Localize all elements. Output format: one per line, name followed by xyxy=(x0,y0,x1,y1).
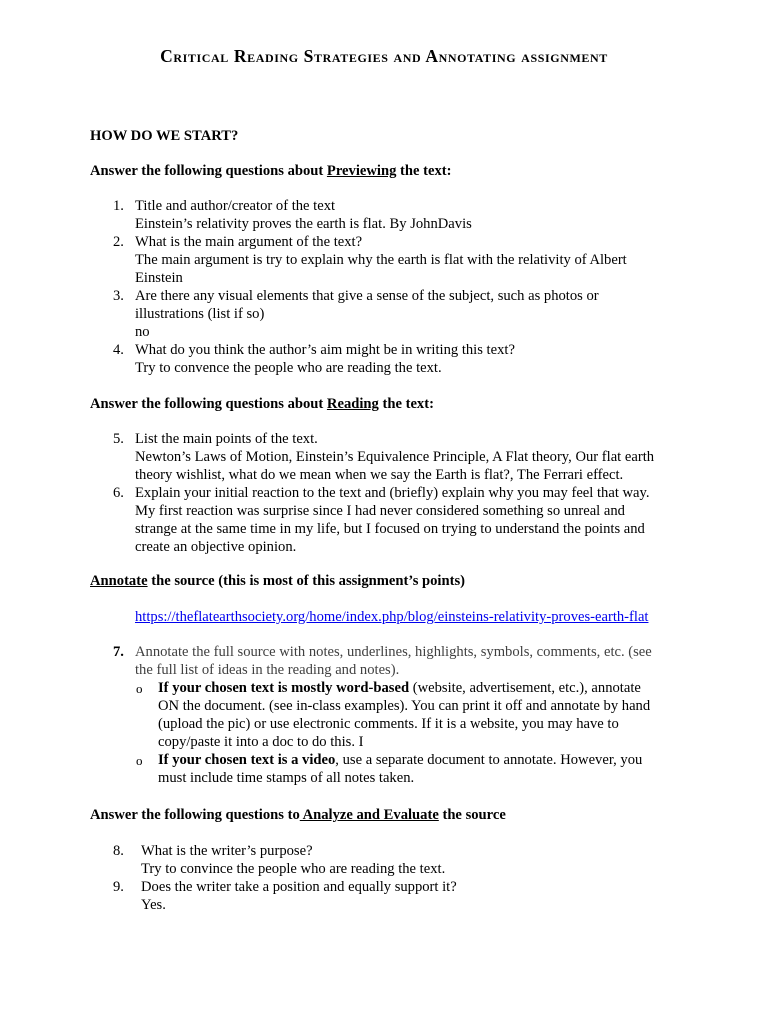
q6-answer-line3: create an objective opinion. xyxy=(135,539,297,555)
q6-question: Explain your initial reaction to the text and (briefly) explain why you may feel that way. xyxy=(135,485,650,501)
q7-line2: the full list of ideas in the reading and notes). xyxy=(135,662,400,678)
q8-question: What is the writer’s purpose? xyxy=(141,843,313,859)
word-based-rest: (website, advertisement, etc.), annotate xyxy=(409,680,641,696)
source-link-row xyxy=(135,608,648,626)
word-based-line1 xyxy=(158,679,641,697)
q2-answer-line2: Einstein xyxy=(135,270,183,286)
source-link[interactable]: https://theflatearthsociety.org/home/index.php/blog/einsteins-relativity-proves-earth-flat xyxy=(135,609,649,625)
video-rest: , use a separate document to annotate. However, you xyxy=(335,752,643,768)
q2-question: What is the main argument of the text? xyxy=(135,234,363,250)
q2-number: 2. xyxy=(113,234,124,250)
video-line2: must include time stamps of all notes taken. xyxy=(158,770,415,786)
q1-answer: Einstein’s relativity proves the earth is flat. By JohnDavis xyxy=(135,216,472,232)
q8-number: 8. xyxy=(113,843,124,859)
q1-question: Title and author/creator of the text xyxy=(135,198,336,214)
q3-question-line2: illustrations (list if so) xyxy=(135,306,265,322)
q5-answer-line2: theory wishlist, what do we mean when we say the Earth is flat?, The Ferrari effect. xyxy=(135,467,624,483)
q7-number: 7. xyxy=(113,644,124,660)
q8-answer: Try to convince the people who are reading the text. xyxy=(141,861,446,877)
video-line1 xyxy=(158,751,642,769)
q4-answer: Try to convence the people who are reading the text. xyxy=(135,360,442,376)
document-title: Critical Reading Strategies and Annotating assignment xyxy=(160,46,608,66)
reading-heading-underlined: Reading xyxy=(326,396,379,412)
annotate-heading-underlined: Annotate xyxy=(90,573,148,589)
q9-question: Does the writer take a position and equally support it? xyxy=(141,879,457,895)
q5-number: 5. xyxy=(113,431,124,447)
previewing-heading-post: the text: xyxy=(396,163,452,179)
word-based-line4: copy/paste it into a doc to do this. I xyxy=(158,734,364,750)
q5-question: List the main points of the text. xyxy=(135,431,318,447)
q1-number: 1. xyxy=(113,198,124,214)
q4-question: What do you think the author’s aim might be in writing this text? xyxy=(135,342,515,358)
q3-number: 3. xyxy=(113,288,124,304)
q5-answer-line1: Newton’s Laws of Motion, Einstein’s Equivalence Principle, A Flat theory, Our flat earth xyxy=(135,449,655,465)
q3-question-line1: Are there any visual elements that give a sense of the subject, such as photos or xyxy=(135,288,599,304)
q4-number: 4. xyxy=(113,342,124,358)
annotate-heading-post: the source (this is most of this assignment’s points) xyxy=(147,573,466,589)
reading-heading-post: the text: xyxy=(378,396,434,412)
previewing-heading-underlined: Previewing xyxy=(326,163,397,179)
analyze-heading xyxy=(90,806,506,824)
analyze-heading-post: the source xyxy=(438,807,506,823)
analyze-heading-pre: Answer the following questions to xyxy=(90,807,300,823)
bullet-video: o xyxy=(136,753,143,768)
reading-heading-pre: Answer the following questions about xyxy=(90,396,327,412)
start-heading: HOW DO WE START? xyxy=(90,128,239,144)
word-based-line3: (upload the pic) or use electronic comments. If it is a website, you may have to xyxy=(158,716,619,732)
video-bold: If your chosen text is a video xyxy=(158,752,336,768)
q7-line1: Annotate the full source with notes, underlines, highlights, symbols, comments, etc. (see xyxy=(135,644,652,660)
q6-answer-line2: strange at the same time in my life, but I focused on trying to understand the points and xyxy=(135,521,645,537)
previewing-heading-pre: Answer the following questions about xyxy=(90,163,327,179)
q9-answer: Yes. xyxy=(141,897,166,913)
reading-heading xyxy=(90,395,434,413)
analyze-heading-underlined: Analyze and Evaluate xyxy=(299,807,439,823)
bullet-word-based: o xyxy=(136,681,143,696)
word-based-line2: ON the document. (see in-class examples). You can print it off and annotate by hand xyxy=(158,698,651,714)
q6-answer-line1: My first reaction was surprise since I had never considered something so unreal and xyxy=(135,503,625,519)
word-based-bold: If your chosen text is mostly word-based xyxy=(158,680,410,696)
annotate-heading xyxy=(90,572,465,590)
q9-number: 9. xyxy=(113,879,124,895)
q3-answer: no xyxy=(135,324,150,340)
previewing-heading xyxy=(90,162,451,180)
q6-number: 6. xyxy=(113,485,124,501)
q2-answer-line1: The main argument is try to explain why the earth is flat with the relativity of Albert xyxy=(135,252,627,268)
